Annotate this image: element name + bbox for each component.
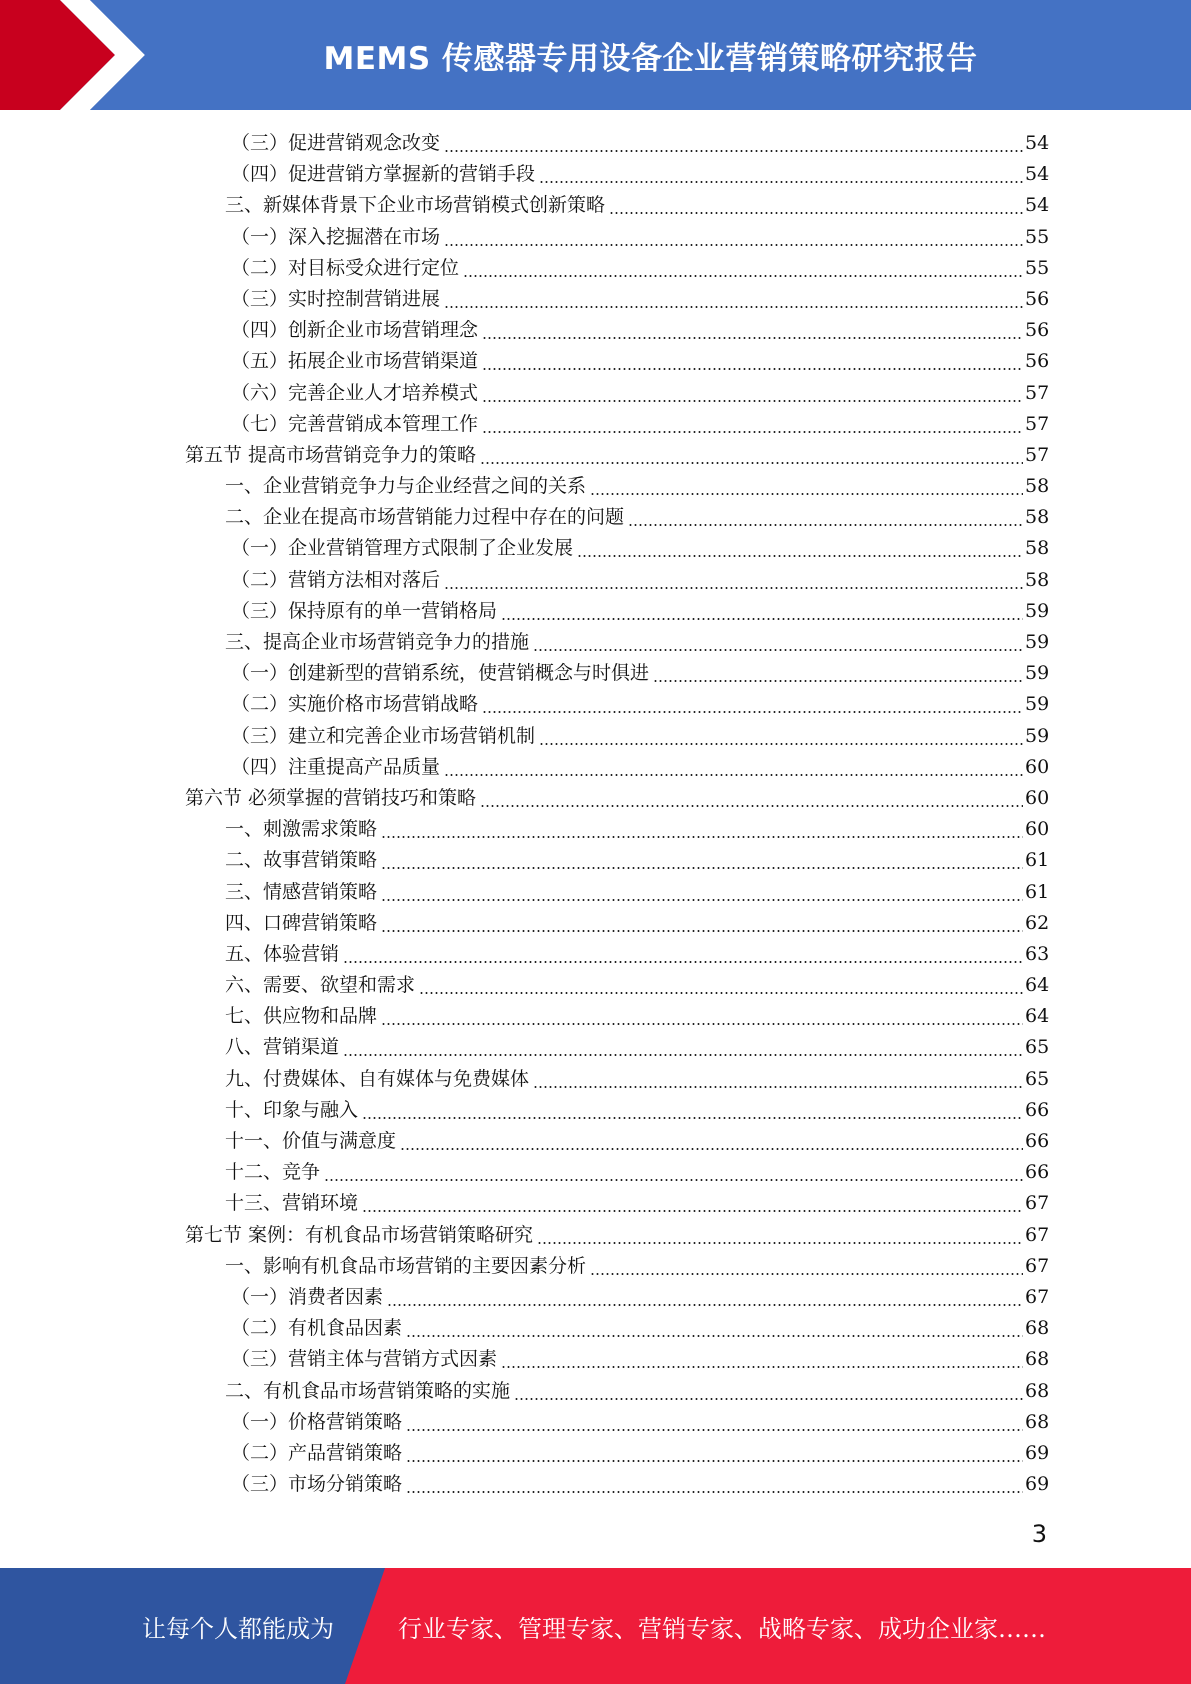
toc-entry-label: 二、企业在提高市场营销能力过程中存在的问题 bbox=[225, 506, 625, 529]
page-header bbox=[0, 0, 1191, 110]
toc-entry-page: 64 bbox=[1025, 1005, 1050, 1028]
toc-leader-dots bbox=[514, 1376, 1023, 1407]
toc-entry[interactable] bbox=[0, 845, 1191, 876]
toc-entry-label: 六、需要、欲望和需求 bbox=[225, 974, 416, 997]
toc-entry-label: 十、印象与融入 bbox=[225, 1098, 359, 1121]
toc-leader-dots bbox=[653, 658, 1023, 689]
toc-entry-label: （四）促进营销方掌握新的营销手段 bbox=[231, 163, 536, 186]
toc-leader-dots bbox=[501, 1344, 1023, 1375]
toc-entry[interactable] bbox=[0, 159, 1191, 190]
toc-entry-page: 57 bbox=[1025, 443, 1050, 466]
toc-leader-dots bbox=[482, 689, 1023, 720]
toc-entry[interactable] bbox=[0, 689, 1191, 720]
toc-entry[interactable] bbox=[0, 1064, 1191, 1095]
toc-entry-page: 67 bbox=[1025, 1254, 1050, 1277]
toc-entry[interactable] bbox=[0, 814, 1191, 845]
table-of-contents bbox=[0, 128, 1191, 1500]
toc-entry-page: 68 bbox=[1025, 1410, 1050, 1433]
toc-entry-page: 58 bbox=[1025, 475, 1050, 498]
toc-entry[interactable] bbox=[0, 315, 1191, 346]
toc-entry-page: 65 bbox=[1025, 1067, 1050, 1090]
toc-entry-label: （二）对目标受众进行定位 bbox=[231, 256, 460, 279]
toc-leader-dots bbox=[387, 1282, 1023, 1313]
toc-entry-page: 55 bbox=[1025, 225, 1050, 248]
toc-entry[interactable] bbox=[0, 190, 1191, 221]
toc-entry[interactable] bbox=[0, 409, 1191, 440]
toc-entry-label: 八、营销渠道 bbox=[225, 1036, 340, 1059]
toc-entry[interactable] bbox=[0, 877, 1191, 908]
toc-leader-dots bbox=[609, 190, 1023, 221]
page-number: 3 bbox=[1031, 1520, 1047, 1548]
toc-leader-dots bbox=[343, 939, 1023, 970]
toc-entry-label: （二）营销方法相对落后 bbox=[231, 568, 441, 591]
toc-leader-dots bbox=[533, 1064, 1023, 1095]
toc-entry-page: 68 bbox=[1025, 1317, 1050, 1340]
toc-leader-dots bbox=[343, 1032, 1023, 1063]
toc-leader-dots bbox=[482, 346, 1023, 377]
toc-leader-dots bbox=[419, 970, 1023, 1001]
toc-entry[interactable] bbox=[0, 752, 1191, 783]
toc-leader-dots bbox=[381, 908, 1023, 939]
toc-leader-dots bbox=[539, 159, 1023, 190]
toc-entry[interactable] bbox=[0, 721, 1191, 752]
toc-entry-label: （六）完善企业人才培养模式 bbox=[231, 381, 479, 404]
report-title: MEMS 传感器专用设备企业营销策略研究报告 bbox=[323, 40, 978, 77]
toc-entry[interactable] bbox=[0, 346, 1191, 377]
toc-entry-label: 七、供应物和品牌 bbox=[225, 1005, 378, 1028]
toc-entry[interactable] bbox=[0, 970, 1191, 1001]
toc-leader-dots bbox=[480, 440, 1023, 471]
toc-entry-page: 59 bbox=[1025, 599, 1050, 622]
toc-entry-label: （四）注重提高产品质量 bbox=[231, 755, 441, 778]
toc-leader-dots bbox=[590, 471, 1023, 502]
toc-leader-dots bbox=[444, 222, 1023, 253]
toc-entry-page: 67 bbox=[1025, 1223, 1050, 1246]
toc-entry[interactable] bbox=[0, 658, 1191, 689]
toc-leader-dots bbox=[406, 1438, 1023, 1469]
toc-leader-dots bbox=[381, 845, 1023, 876]
toc-entry-label: 第六节 必须掌握的营销技巧和策略 bbox=[185, 786, 477, 809]
toc-entry-label: 十二、竞争 bbox=[225, 1161, 321, 1184]
toc-leader-dots bbox=[444, 565, 1023, 596]
toc-leader-dots bbox=[537, 1220, 1023, 1251]
toc-entry-label: 一、影响有机食品市场营销的主要因素分析 bbox=[225, 1254, 587, 1277]
toc-entry-label: 一、刺激需求策略 bbox=[225, 818, 378, 841]
toc-leader-dots bbox=[444, 284, 1023, 315]
toc-leader-dots bbox=[577, 533, 1023, 564]
toc-entry-label: （二）产品营销策略 bbox=[231, 1441, 403, 1464]
toc-entry-page: 69 bbox=[1025, 1441, 1050, 1464]
toc-entry[interactable] bbox=[0, 440, 1191, 471]
toc-entry[interactable] bbox=[0, 222, 1191, 253]
toc-entry-label: 五、体验营销 bbox=[225, 942, 340, 965]
toc-entry-page: 66 bbox=[1025, 1098, 1050, 1121]
toc-entry[interactable] bbox=[0, 1032, 1191, 1063]
toc-entry[interactable] bbox=[0, 471, 1191, 502]
toc-entry-label: 第七节 案例：有机食品市场营销策略研究 bbox=[185, 1223, 534, 1246]
toc-entry-page: 63 bbox=[1025, 942, 1050, 965]
toc-entry-page: 60 bbox=[1025, 755, 1050, 778]
footer-slogan-right: 行业专家、管理专家、营销专家、战略专家、成功企业家…… bbox=[398, 1614, 1046, 1643]
toc-entry-page: 59 bbox=[1025, 693, 1050, 716]
toc-leader-dots bbox=[590, 1251, 1023, 1282]
toc-entry[interactable] bbox=[0, 1344, 1191, 1375]
toc-entry-label: （三）市场分销策略 bbox=[231, 1473, 403, 1496]
toc-entry-label: （一）价格营销策略 bbox=[231, 1410, 403, 1433]
toc-entry-page: 61 bbox=[1025, 880, 1050, 903]
toc-leader-dots bbox=[362, 1188, 1023, 1219]
toc-entry[interactable] bbox=[0, 565, 1191, 596]
toc-entry-page: 56 bbox=[1025, 350, 1050, 373]
toc-entry-page: 69 bbox=[1025, 1473, 1050, 1496]
toc-entry-label: 三、新媒体背景下企业市场营销模式创新策略 bbox=[225, 194, 606, 217]
toc-leader-dots bbox=[463, 253, 1023, 284]
toc-entry[interactable] bbox=[0, 1001, 1191, 1032]
toc-entry-label: 九、付费媒体、自有媒体与免费媒体 bbox=[225, 1067, 530, 1090]
toc-entry-label: 一、企业营销竞争力与企业经营之间的关系 bbox=[225, 475, 587, 498]
toc-entry[interactable] bbox=[0, 253, 1191, 284]
toc-leader-dots bbox=[539, 721, 1023, 752]
toc-entry-label: （三）建立和完善企业市场营销机制 bbox=[231, 724, 536, 747]
toc-entry-label: 二、有机食品市场营销策略的实施 bbox=[225, 1379, 511, 1402]
toc-leader-dots bbox=[444, 128, 1023, 159]
toc-leader-dots bbox=[482, 315, 1023, 346]
toc-entry-label: 第五节 提高市场营销竞争力的策略 bbox=[185, 443, 477, 466]
toc-entry-page: 60 bbox=[1025, 786, 1050, 809]
toc-entry-page: 61 bbox=[1025, 849, 1050, 872]
toc-leader-dots bbox=[628, 502, 1023, 533]
toc-entry-page: 59 bbox=[1025, 631, 1050, 653]
toc-entry-page: 54 bbox=[1025, 194, 1050, 217]
toc-entry-page: 59 bbox=[1025, 724, 1050, 747]
toc-entry-page: 56 bbox=[1025, 319, 1050, 342]
toc-entry[interactable] bbox=[0, 533, 1191, 564]
toc-entry-label: （四）创新企业市场营销理念 bbox=[231, 319, 479, 342]
toc-leader-dots bbox=[381, 1001, 1023, 1032]
toc-entry[interactable] bbox=[0, 502, 1191, 533]
toc-entry-label: 二、故事营销策略 bbox=[225, 849, 378, 872]
toc-entry[interactable] bbox=[0, 1469, 1191, 1500]
toc-entry[interactable] bbox=[0, 596, 1191, 627]
toc-leader-dots bbox=[400, 1126, 1023, 1157]
toc-entry-page: 57 bbox=[1025, 412, 1050, 435]
footer-slogan-left: 让每个人都能成为 bbox=[142, 1614, 334, 1643]
toc-entry[interactable] bbox=[0, 1126, 1191, 1157]
toc-entry-page: 58 bbox=[1025, 537, 1050, 560]
toc-entry-label: （三）促进营销观念改变 bbox=[231, 132, 441, 154]
toc-entry-page: 67 bbox=[1025, 1192, 1050, 1215]
toc-entry-page: 58 bbox=[1025, 568, 1050, 591]
toc-leader-dots bbox=[406, 1313, 1023, 1344]
toc-entry-page: 54 bbox=[1025, 132, 1050, 154]
toc-entry[interactable] bbox=[0, 128, 1191, 159]
toc-entry-label: 三、提高企业市场营销竞争力的措施 bbox=[225, 631, 530, 653]
toc-entry[interactable] bbox=[0, 1376, 1191, 1407]
toc-entry-page: 58 bbox=[1025, 506, 1050, 529]
toc-entry-label: （七）完善营销成本管理工作 bbox=[231, 412, 479, 435]
toc-entry-label: 十三、营销环境 bbox=[225, 1192, 359, 1215]
toc-entry[interactable] bbox=[0, 908, 1191, 939]
toc-entry[interactable] bbox=[0, 1251, 1191, 1282]
toc-leader-dots bbox=[406, 1407, 1023, 1438]
toc-entry-page: 59 bbox=[1025, 662, 1050, 685]
toc-entry-label: （一）创建新型的营销系统，使营销概念与时俱进 bbox=[231, 662, 650, 685]
toc-leader-dots bbox=[381, 814, 1023, 845]
toc-leader-dots bbox=[406, 1469, 1023, 1500]
toc-entry[interactable] bbox=[0, 1188, 1191, 1219]
toc-entry[interactable] bbox=[0, 1313, 1191, 1344]
toc-leader-dots bbox=[480, 783, 1023, 814]
toc-entry-page: 55 bbox=[1025, 256, 1050, 279]
toc-entry-label: （二）实施价格市场营销战略 bbox=[231, 693, 479, 716]
toc-entry-page: 57 bbox=[1025, 381, 1050, 404]
header-chevron-logo bbox=[0, 0, 150, 110]
page-footer bbox=[0, 1568, 1191, 1684]
toc-entry[interactable] bbox=[0, 1220, 1191, 1251]
toc-leader-dots bbox=[324, 1157, 1023, 1188]
toc-entry-page: 64 bbox=[1025, 974, 1050, 997]
toc-entry[interactable] bbox=[0, 378, 1191, 409]
toc-entry-page: 68 bbox=[1025, 1348, 1050, 1371]
toc-entry-label: （二）有机食品因素 bbox=[231, 1317, 403, 1340]
toc-entry-label: （一）消费者因素 bbox=[231, 1285, 384, 1308]
toc-leader-dots bbox=[482, 378, 1023, 409]
toc-leader-dots bbox=[362, 1095, 1023, 1126]
toc-entry-page: 67 bbox=[1025, 1285, 1050, 1308]
toc-entry[interactable] bbox=[0, 1282, 1191, 1313]
toc-entry[interactable] bbox=[0, 939, 1191, 970]
toc-entry-page: 68 bbox=[1025, 1379, 1050, 1402]
toc-entry-page: 54 bbox=[1025, 163, 1050, 186]
toc-entry-page: 66 bbox=[1025, 1130, 1050, 1152]
toc-entry[interactable] bbox=[0, 1095, 1191, 1126]
toc-entry[interactable] bbox=[0, 1407, 1191, 1438]
toc-leader-dots bbox=[381, 877, 1023, 908]
toc-entry-label: 十一、价值与满意度 bbox=[225, 1130, 397, 1152]
toc-entry-label: （五）拓展企业市场营销渠道 bbox=[231, 350, 479, 373]
toc-entry-page: 65 bbox=[1025, 1036, 1050, 1059]
toc-entry-page: 62 bbox=[1025, 911, 1050, 934]
toc-entry-label: 四、口碑营销策略 bbox=[225, 911, 378, 934]
toc-entry-page: 66 bbox=[1025, 1161, 1050, 1184]
toc-entry[interactable] bbox=[0, 1438, 1191, 1469]
toc-leader-dots bbox=[533, 627, 1023, 658]
toc-entry-label: （一）企业营销管理方式限制了企业发展 bbox=[231, 537, 574, 560]
toc-entry-label: （一）深入挖掘潜在市场 bbox=[231, 225, 441, 248]
toc-entry-label: 三、情感营销策略 bbox=[225, 880, 378, 903]
toc-leader-dots bbox=[444, 752, 1023, 783]
toc-entry[interactable] bbox=[0, 627, 1191, 658]
toc-entry-page: 60 bbox=[1025, 818, 1050, 841]
toc-entry[interactable] bbox=[0, 284, 1191, 315]
toc-entry[interactable] bbox=[0, 1157, 1191, 1188]
toc-entry-label: （三）保持原有的单一营销格局 bbox=[231, 599, 498, 622]
toc-leader-dots bbox=[501, 596, 1023, 627]
toc-leader-dots bbox=[482, 409, 1023, 440]
toc-entry-label: （三）实时控制营销进展 bbox=[231, 287, 441, 310]
toc-entry-page: 56 bbox=[1025, 287, 1050, 310]
toc-entry-label: （三）营销主体与营销方式因素 bbox=[231, 1348, 498, 1371]
toc-entry[interactable] bbox=[0, 783, 1191, 814]
